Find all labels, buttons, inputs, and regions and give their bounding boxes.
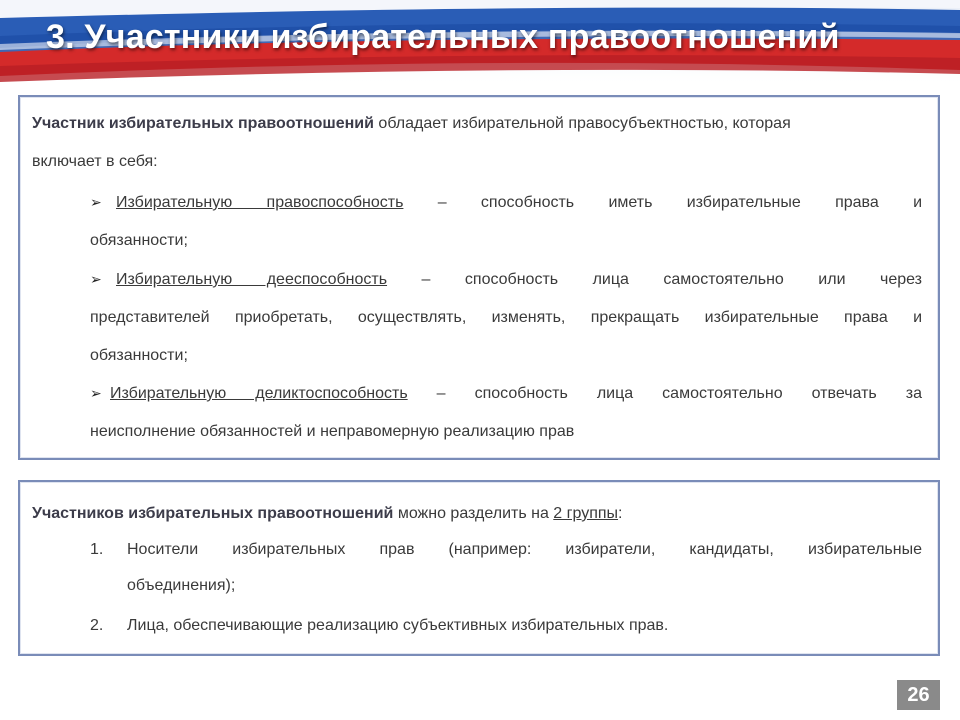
- flag-banner: [0, 0, 960, 82]
- groups-paragraph: [32, 496, 926, 532]
- list-item-text: – способность лица самостоятельно или через: [387, 271, 922, 288]
- numbered-item-line: объединения);: [127, 577, 236, 594]
- list-item-line: [90, 260, 922, 299]
- groups-lead-end: :: [618, 505, 623, 522]
- numbered-item-text: [127, 608, 922, 644]
- list-item-tort-capacity: [90, 374, 922, 451]
- item-number: 1.: [90, 541, 104, 558]
- definition-lead-rest: обладает избирательной правосубъектностью, которая: [373, 115, 791, 132]
- list-item-text: – способность иметь избирательные права и: [403, 194, 922, 211]
- list-item-text: обязанности;: [90, 232, 188, 249]
- definition-lead-line2: включает в себя:: [32, 153, 158, 170]
- numbered-item-text: [127, 532, 922, 604]
- arrow-bullet-icon: ➢: [90, 385, 102, 401]
- list-item-term: Избирательную деликтоспособность: [110, 385, 408, 402]
- list-item-term: Избирательную правоспособность: [116, 194, 404, 211]
- list-item-text: неисполнение обязанностей и неправомерную реализацию прав: [90, 423, 575, 440]
- list-item-legal-capacity: [90, 260, 922, 375]
- groups-count: 2 группы: [553, 505, 619, 522]
- definition-paragraph: [32, 105, 926, 181]
- groups-lead-bold: Участников избирательных правоотношений: [32, 505, 394, 522]
- item-number: 2.: [90, 617, 104, 634]
- participants-definition-box: [18, 95, 940, 460]
- list-item-text: обязанности;: [90, 347, 188, 364]
- list-item-line: [90, 374, 922, 413]
- list-item-term: Избирательную дееспособность: [116, 271, 388, 288]
- numbered-item-line: Лица, обеспечивающие реализацию субъективных избирательных прав.: [127, 617, 669, 634]
- numbered-item-2: [90, 608, 922, 644]
- groups-lead-mid: можно разделить на: [393, 505, 554, 522]
- arrow-bullet-icon: ➢: [90, 271, 102, 287]
- list-item-text: – способность лица самостоятельно отвечать за: [407, 385, 922, 402]
- page-number-badge: 26: [897, 680, 940, 710]
- numbered-item-line: Носители избирательных прав (например: избиратели, кандидаты, избирательные: [127, 541, 922, 558]
- slide-title: 3. Участники избирательных правоотношений: [46, 18, 840, 56]
- list-item-capacity: [90, 183, 922, 260]
- list-item-line: [90, 183, 922, 222]
- numbered-item-1: [90, 532, 922, 604]
- arrow-bullet-icon: ➢: [90, 194, 102, 210]
- definition-lead-bold: Участник избирательных правоотношений: [32, 115, 374, 132]
- participants-groups-box: [18, 480, 940, 656]
- list-item-text: представителей приобретать, осуществлять, изменять, прекращать избирательные права и: [90, 309, 922, 326]
